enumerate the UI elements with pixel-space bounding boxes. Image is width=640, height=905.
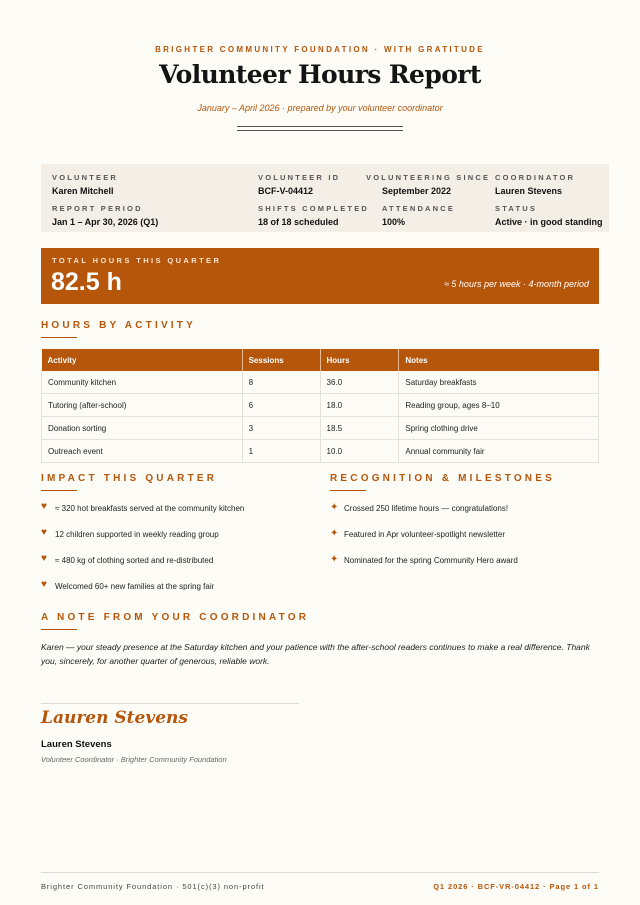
heart-icon: ♥ bbox=[41, 553, 47, 564]
cell-notes: Saturday breakfasts bbox=[399, 371, 599, 394]
list-item bbox=[41, 527, 244, 556]
impact-list bbox=[41, 501, 245, 608]
status-label: STATUS bbox=[495, 204, 538, 213]
cell-sessions: 1 bbox=[242, 440, 320, 463]
recognition-list bbox=[330, 504, 518, 582]
star-icon: ✦ bbox=[330, 528, 339, 539]
list-item bbox=[330, 556, 518, 582]
table-header-row bbox=[42, 349, 599, 371]
id-value: BCF-V-04412 bbox=[258, 186, 314, 196]
cell-hours: 36.0 bbox=[320, 371, 399, 394]
table-row bbox=[42, 371, 599, 394]
cell-sessions: 6 bbox=[242, 394, 320, 417]
total-hours-value: 82.5 h bbox=[51, 268, 122, 296]
cell-hours: 10.0 bbox=[320, 440, 399, 463]
coordinator-note: Karen — your steady presence at the Saturday kitchen and your patience with the after-school readers continues to make a real difference. Thank you, sincerely, for another quarter of generous, reliable work. bbox=[41, 642, 590, 666]
cell-sessions: 8 bbox=[242, 371, 320, 394]
star-icon: ✦ bbox=[330, 502, 339, 513]
footer-left: Brighter Community Foundation · 501(c)(3) non-profit bbox=[41, 882, 265, 891]
table-row bbox=[42, 394, 599, 417]
total-hours-banner bbox=[41, 248, 599, 304]
title-rule-top bbox=[237, 126, 403, 127]
star-icon: ✦ bbox=[330, 554, 339, 565]
heart-icon: ♥ bbox=[41, 501, 47, 512]
column-header-hours: Hours bbox=[320, 349, 399, 371]
table-row bbox=[42, 417, 599, 440]
cell-activity: Donation sorting bbox=[42, 417, 243, 440]
impact-heading-underline bbox=[41, 490, 77, 491]
status-cell bbox=[495, 204, 603, 227]
recognition-item-text: Crossed 250 lifetime hours — congratulations! bbox=[344, 504, 509, 513]
impact-item-text: ≈ 480 kg of clothing sorted and re-distributed bbox=[55, 556, 214, 565]
shifts-value: 18 of 18 scheduled bbox=[258, 217, 339, 227]
cell-activity: Tutoring (after-school) bbox=[42, 394, 243, 417]
note-heading: A NOTE FROM YOUR COORDINATOR bbox=[41, 612, 310, 623]
list-item bbox=[41, 501, 245, 530]
recognition-item-text: Featured in Apr volunteer-spotlight newsletter bbox=[344, 530, 505, 539]
since-value: September 2022 bbox=[382, 186, 452, 196]
cell-hours: 18.0 bbox=[320, 394, 399, 417]
table-row bbox=[42, 440, 599, 463]
cell-hours: 18.5 bbox=[320, 417, 399, 440]
period-label: REPORT PERIOD bbox=[52, 204, 143, 213]
cell-notes: Spring clothing drive bbox=[399, 417, 599, 440]
list-item bbox=[330, 504, 518, 530]
attendance-cell bbox=[382, 204, 455, 227]
column-header-notes: Notes bbox=[399, 349, 599, 371]
volunteer-label: VOLUNTEER bbox=[52, 173, 119, 182]
cell-activity: Community kitchen bbox=[42, 371, 243, 394]
cell-notes: Reading group, ages 8–10 bbox=[399, 394, 599, 417]
info-panel bbox=[41, 164, 609, 232]
heart-icon: ♥ bbox=[41, 527, 47, 538]
page-title: Volunteer Hours Report bbox=[159, 60, 481, 89]
list-item bbox=[330, 530, 518, 556]
coordinator-value: Lauren Stevens bbox=[495, 186, 563, 196]
since-label: VOLUNTEERING SINCE bbox=[366, 173, 491, 182]
since-cell bbox=[366, 173, 490, 196]
impact-heading: IMPACT THIS QUARTER bbox=[41, 473, 218, 484]
title-rule-bottom bbox=[237, 130, 403, 131]
column-header-activity: Activity bbox=[42, 349, 243, 371]
volunteer-value: Karen Mitchell bbox=[52, 186, 114, 196]
impact-item-text: Welcomed 60+ new families at the spring fair bbox=[55, 582, 215, 591]
period-value: Jan 1 – Apr 30, 2026 (Q1) bbox=[52, 217, 159, 227]
footer-rule bbox=[41, 872, 599, 873]
id-label: VOLUNTEER ID bbox=[258, 173, 341, 182]
recognition-heading: RECOGNITION & MILESTONES bbox=[330, 473, 555, 484]
attendance-label: ATTENDANCE bbox=[382, 204, 456, 213]
list-item bbox=[41, 553, 244, 582]
impact-item-text: 12 children supported in weekly reading group bbox=[55, 530, 219, 539]
cell-notes: Annual community fair bbox=[399, 440, 599, 463]
coordinator-cell bbox=[495, 173, 575, 196]
id-cell bbox=[258, 173, 340, 196]
total-hours-label: TOTAL HOURS THIS QUARTER bbox=[52, 256, 222, 265]
shifts-cell bbox=[258, 204, 369, 227]
shifts-label: SHIFTS COMPLETED bbox=[258, 204, 370, 213]
signatory-role: Volunteer Coordinator · Brighter Community Foundation bbox=[41, 755, 227, 764]
attendance-value: 100% bbox=[382, 217, 406, 227]
volunteer-cell bbox=[52, 173, 118, 196]
list-item bbox=[41, 579, 244, 608]
signature-rule bbox=[41, 703, 299, 704]
cell-sessions: 3 bbox=[242, 417, 320, 440]
period-cell bbox=[52, 204, 158, 227]
column-header-sessions: Sessions bbox=[242, 349, 320, 371]
recognition-item-text: Nominated for the spring Community Hero award bbox=[344, 556, 518, 565]
status-value: Active · in good standing bbox=[495, 217, 603, 227]
eyebrow: BRIGHTER COMMUNITY FOUNDATION · WITH GRATITUDE bbox=[155, 45, 485, 54]
signatory-name: Lauren Stevens bbox=[41, 739, 112, 750]
footer-right: Q1 2026 · BCF-VR-04412 · Page 1 of 1 bbox=[433, 882, 599, 891]
activity-table bbox=[41, 349, 599, 463]
total-hours-note: ≈ 5 hours per week · 4-month period bbox=[443, 279, 589, 289]
note-heading-underline bbox=[41, 629, 77, 630]
cell-activity: Outreach event bbox=[42, 440, 243, 463]
coordinator-label: COORDINATOR bbox=[495, 173, 576, 182]
activity-heading: HOURS BY ACTIVITY bbox=[41, 320, 196, 331]
signature-script: Lauren Stevens bbox=[41, 708, 188, 728]
heart-icon: ♥ bbox=[41, 579, 47, 590]
impact-item-text: ≈ 320 hot breakfasts served at the community kitchen bbox=[55, 504, 245, 513]
recognition-heading-underline bbox=[330, 490, 366, 491]
activity-heading-underline bbox=[41, 337, 77, 338]
subtitle: January – April 2026 · prepared by your volunteer coordinator bbox=[197, 103, 443, 113]
